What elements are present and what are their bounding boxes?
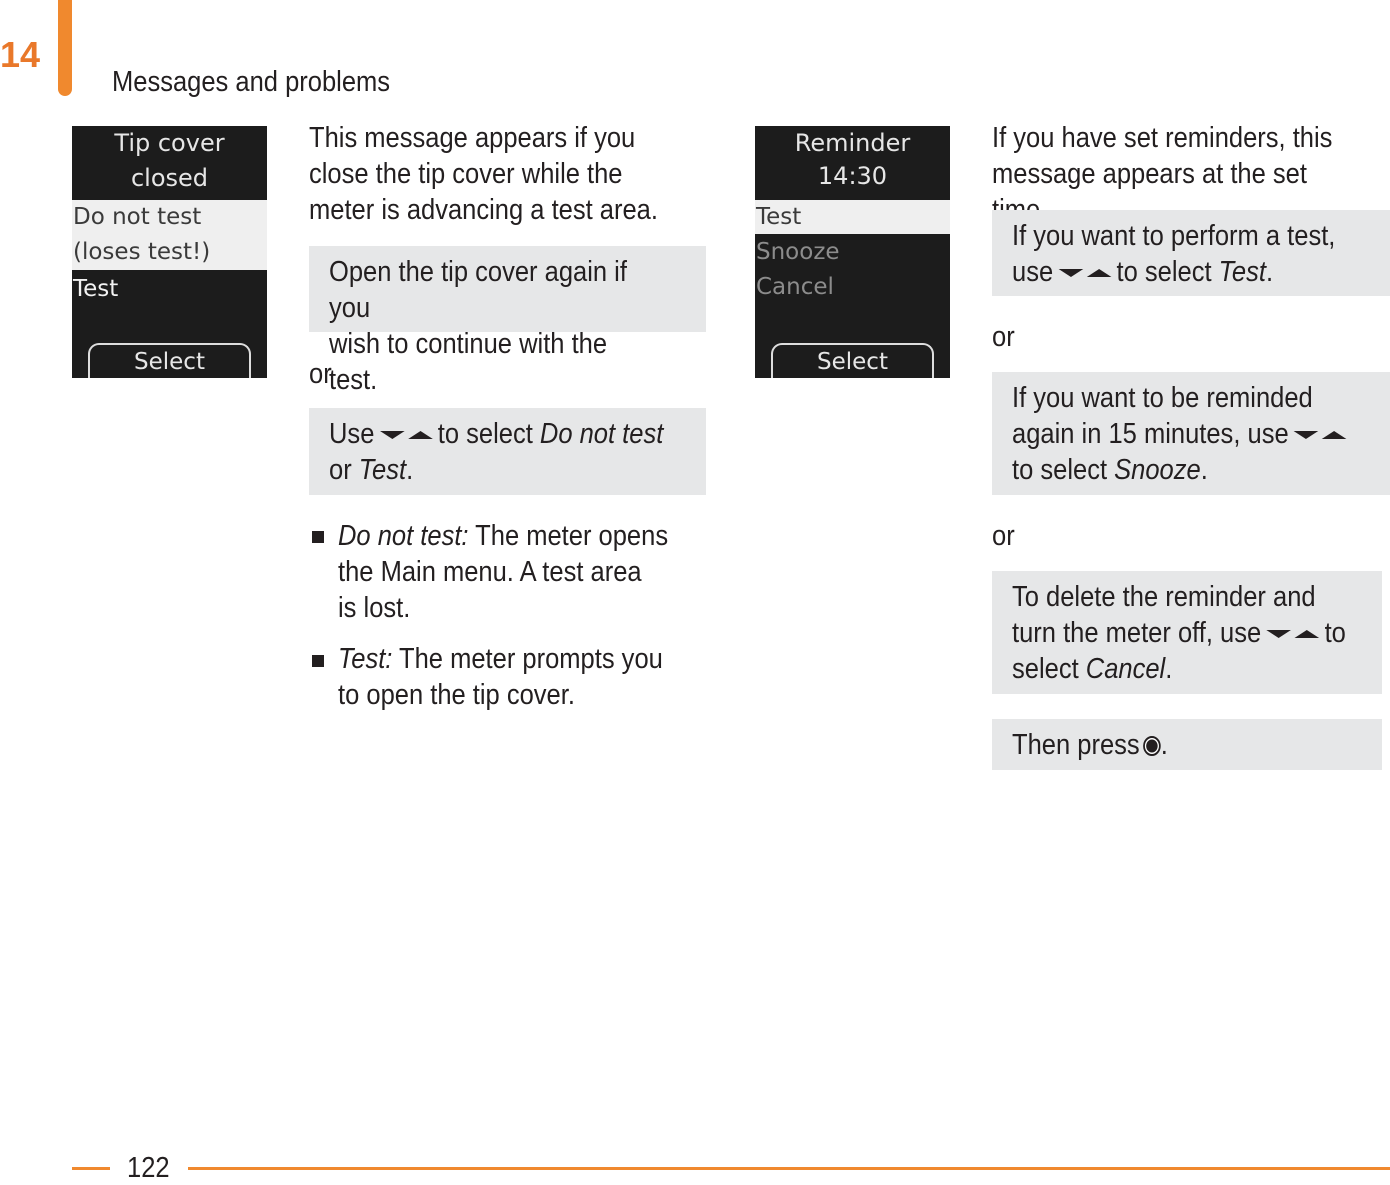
bullet-square-icon	[312, 531, 324, 543]
intro-line: close the tip cover while the	[309, 158, 623, 190]
option-test: Test	[1218, 256, 1266, 288]
bullet-term: Test:	[338, 643, 393, 675]
arrow-up-icon	[1295, 630, 1320, 638]
to-select-word: to select	[1012, 454, 1108, 486]
page-number: 122	[127, 1152, 170, 1184]
period: .	[1200, 454, 1208, 486]
arrow-up-icon	[408, 431, 433, 439]
option-test: Test	[358, 454, 407, 486]
use-word: use	[1012, 256, 1054, 288]
screen-option-test: Test	[755, 200, 950, 234]
arrow-down-icon	[1294, 431, 1319, 439]
or-separator: or	[992, 321, 1015, 353]
instruction-box-snooze	[992, 372, 1390, 495]
screen-option-snooze: Snooze	[756, 239, 840, 265]
screen-option-cancel: Cancel	[756, 274, 834, 300]
period: .	[1160, 729, 1168, 761]
screen-title-line1: Reminder	[794, 129, 911, 157]
instruction-line: wish to continue with the test.	[329, 328, 608, 396]
bullet-text: the Main menu. A test area	[338, 556, 642, 588]
instruction-text	[1012, 727, 1168, 763]
bullet-text: The meter opens	[475, 520, 669, 552]
use-word: Use	[329, 418, 375, 450]
instruction-text	[1012, 218, 1335, 290]
tip-cover-screen	[72, 126, 267, 378]
footer-rule-right	[188, 1167, 1390, 1170]
instruction-text	[1012, 380, 1352, 488]
or-separator: or	[309, 358, 332, 390]
option-line2: (loses test!)	[73, 239, 211, 265]
bullet-text: The meter prompts you	[399, 643, 663, 675]
period: .	[406, 454, 414, 486]
bullet-text: to open the tip cover.	[338, 679, 575, 711]
arrow-down-icon	[1058, 269, 1083, 277]
chapter-number: 14	[0, 34, 41, 75]
bullet-square-icon	[312, 655, 324, 667]
instruction-line: If you want to be reminded	[1012, 382, 1313, 414]
instruction-box-test	[992, 210, 1390, 296]
to-select-word: to select	[437, 418, 533, 450]
intro-line: meter is advancing a test area.	[309, 194, 658, 226]
instruction-line: Open the tip cover again if you	[329, 256, 627, 324]
instruction-box-select	[309, 408, 706, 495]
screen-select-softkey: Select	[88, 343, 251, 378]
bullet-test	[338, 641, 663, 713]
instruction-text	[329, 254, 661, 398]
select-word: select	[1012, 653, 1079, 685]
arrow-up-icon	[1322, 431, 1347, 439]
to-word: to	[1324, 617, 1346, 649]
instruction-text	[1012, 579, 1346, 687]
then-press-text: Then press	[1012, 729, 1140, 761]
bullet-do-not-test	[338, 518, 668, 626]
bullet-term: Do not test:	[338, 520, 469, 552]
ok-button-icon	[1143, 736, 1161, 756]
arrow-down-icon	[1266, 630, 1291, 638]
arrow-up-icon	[1087, 269, 1112, 277]
arrow-down-icon	[380, 431, 405, 439]
option-line1: Do not test	[73, 204, 202, 230]
or-word: or	[329, 454, 352, 486]
screen-title-line2: closed	[130, 164, 209, 192]
screen-select-softkey: Select	[771, 343, 934, 378]
reminder-screen	[755, 126, 950, 378]
option-do-not-test: Do not test	[539, 418, 664, 450]
screen-title-line1: Tip cover	[114, 129, 225, 157]
screen-option-test: Test	[73, 276, 119, 302]
period: .	[1265, 256, 1274, 288]
instruction-box-cancel	[992, 571, 1382, 694]
instruction-line: To delete the reminder and	[1012, 581, 1316, 613]
instruction-line: turn the meter off, use	[1012, 617, 1262, 649]
instruction-line: If you want to perform a test,	[1012, 220, 1336, 252]
chapter-tab-bar	[58, 0, 72, 96]
left-intro	[309, 120, 658, 228]
period: .	[1165, 653, 1173, 685]
intro-line: If you have set reminders, this	[992, 122, 1333, 154]
option-snooze: Snooze	[1114, 454, 1201, 486]
instruction-text	[329, 416, 663, 488]
bullet-text: is lost.	[338, 592, 411, 624]
intro-line: This message appears if you	[309, 122, 636, 154]
option-cancel: Cancel	[1085, 653, 1166, 685]
instruction-box-press	[992, 719, 1382, 770]
footer-rule-left	[72, 1167, 110, 1170]
to-select-word: to select	[1116, 256, 1212, 288]
screen-title	[755, 127, 950, 193]
instruction-line: again in 15 minutes, use	[1012, 418, 1289, 450]
screen-option-do-not-test	[72, 200, 267, 270]
intro-line: message appears at the set	[992, 158, 1307, 190]
or-separator: or	[992, 520, 1015, 552]
screen-title-line2: 14:30	[817, 162, 888, 190]
chapter-title: Messages and problems	[112, 66, 391, 98]
screen-title	[72, 126, 267, 196]
